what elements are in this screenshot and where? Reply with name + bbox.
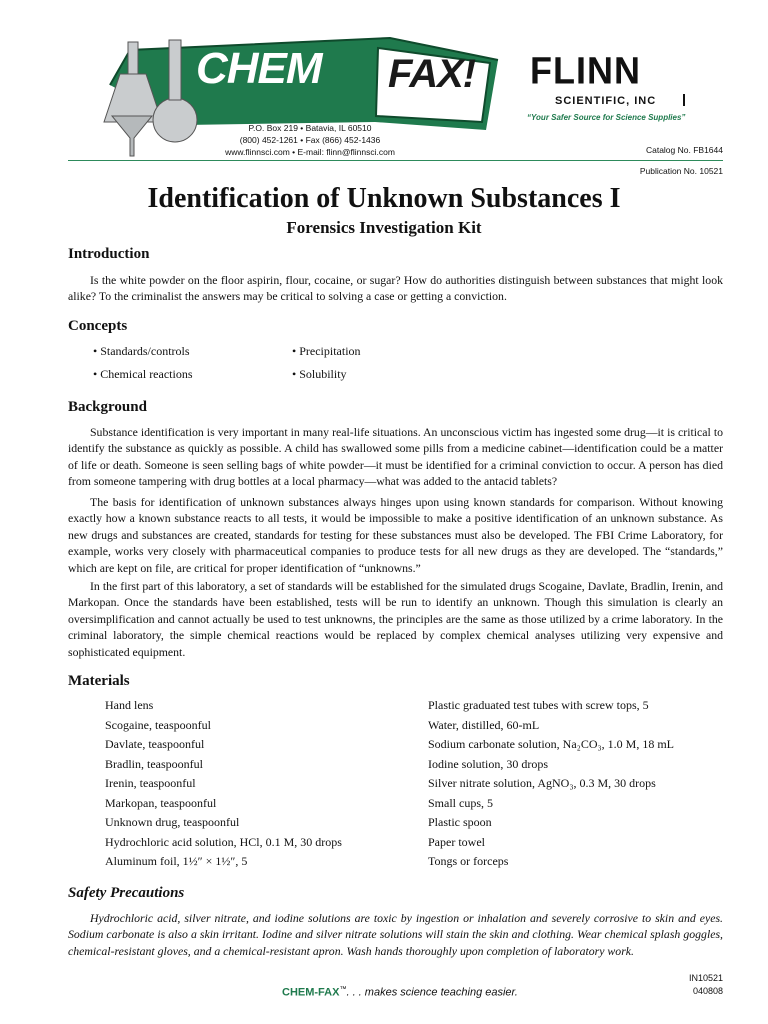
flinn-logo: FLINN [530, 48, 641, 92]
materials-heading: Materials [68, 673, 130, 689]
material-item: Silver nitrate solution, AgNO₃, 0.3 M, 30 drops [428, 776, 656, 790]
material-item: Bradlin, teaspoonful [105, 756, 203, 771]
material-item: Scogaine, teaspoonful [105, 717, 211, 732]
banner-chem-text: CHEM [196, 44, 322, 93]
material-item: Davlate, teaspoonful [105, 737, 205, 751]
page-subtitle: Forensics Investigation Kit [286, 218, 482, 237]
material-item: Paper towel [428, 834, 485, 849]
material-item: Sodium carbonate solution, Na₂CO₃, 1.0 M, 18 mL [428, 737, 675, 751]
flinn-logo-sub: SCIENTIFIC, INC [555, 95, 657, 107]
footer-brand: CHEM-FAX [282, 986, 340, 999]
material-item: Plastic spoon [428, 815, 492, 829]
contact-phone: (800) 452-1261 • Fax (866) 452-1436 [239, 135, 381, 145]
flinn-tagline: “Your Safer Source for Science Supplies” [527, 113, 686, 122]
material-item: Plastic graduated test tubes with screw tops, 5 [428, 698, 649, 712]
material-item: Hand lens [105, 698, 154, 712]
publication-number: Publication No. 10521 [639, 166, 723, 176]
material-item: Hydrochloric acid solution, HCl, 0.1 M, 30 drops [105, 834, 342, 849]
contact-address: P.O. Box 219 • Batavia, IL 60510 [248, 123, 372, 133]
logo-bracket [683, 94, 685, 106]
concepts-heading: Concepts [68, 318, 128, 334]
background-heading: Background [68, 399, 147, 415]
contact-web: www.flinnsci.com • E-mail: flinn@flinnsci.com [225, 147, 395, 157]
material-item: Water, distilled, 60-mL [428, 717, 540, 732]
material-item: Irenin, teaspoonful [105, 776, 196, 790]
footer-slogan [282, 986, 518, 999]
page-title: Identification of Unknown Substances I [147, 183, 621, 214]
concept-item: • Solubility [292, 367, 347, 381]
safety-text: Hydrochloric acid, silver nitrate, and iodine solutions are toxic by ingestion or inhalation and severely corrosive to skin and eyes. Sodium carbonate is also a skin irritant. Iodine and silver nitrate solutions will stain the skin and clothing. Wear chemical splash goggles, chemical-resistant gloves, and a chemical-resistant apron. Wash hands thoroughly upon completion of laboratory work. [68, 911, 723, 958]
footer-tagline: . . . makes science teaching easier. [346, 986, 518, 999]
catalog-number: Catalog No. FB1644 [645, 145, 723, 155]
concept-item: • Chemical reactions [93, 367, 193, 381]
material-item: Aluminum foil, 1½″ × 1½″, 5 [105, 854, 248, 868]
material-item: Small cups, 5 [428, 795, 493, 810]
concept-item: • Precipitation [292, 344, 361, 358]
background-paragraph-2: The basis for identification of unknown substances always hinges upon using known standards for comparison. Without knowing exactly how a known substance reacts to all tests, it would be impossible to make a positive identification of an unknown substance. As new drugs and substances are created, standards for testing for these substances must also be developed. The FBI Crime Laboratory, for example, works very closely with pharmaceutical companies to produce tests for all new drugs as they are developed. The “standards,” which are kept on file, are critical for proper identification of “unknowns.” [68, 495, 723, 575]
footer-code-1: IN10521 [688, 973, 723, 983]
material-item: Iodine solution, 30 drops [428, 756, 548, 771]
safety-heading: Safety Precautions [68, 885, 185, 901]
header-rule [68, 160, 723, 161]
material-item: Unknown drug, teaspoonful [105, 815, 240, 829]
footer-tm: ™ [339, 986, 347, 993]
introduction-text: Is the white powder on the floor aspirin, flour, cocaine, or sugar? How do authorities distinguish between substances that might look alike? To the criminalist the answers may be critical to solving a case or getting a conviction. [68, 273, 723, 304]
material-item: Tongs or forceps [428, 854, 509, 868]
footer-code-2: 040808 [692, 986, 723, 996]
background-paragraph-1: Substance identification is very important in many real-life situations. An unconscious victim has ingested some drug—it is critical to identify the substance as quickly as possible. A child has swallowed some pills from a medicine cabinet—identification could be a matter of life or death. Someone is seen selling bags of white powder—it must be identified for a criminal conviction to occur. A person has died from someone tampering with drug bottles at a local pharmacy—what was added to the antacid tablets? [68, 425, 723, 489]
concept-item: • Standards/controls [93, 344, 190, 358]
material-item: Markopan, teaspoonful [105, 795, 217, 810]
document-header [0, 0, 768, 160]
introduction-heading: Introduction [68, 246, 150, 262]
background-paragraph-3: In the first part of this laboratory, a set of standards will be established for the simulated drugs Scogaine, Davlate, Bradlin, Irenin, and Markopan. Once the standards have been established, tests will be run to identify an unknown. Though this simulation is clearly an oversimplification and cannot actually be used to test unknowns, the principles are the same as those utilized by a crime laboratory. In the criminal laboratory, the simple chemical reactions would be replaced by complex chemical analyses utilizing very expensive and sophisticated equipment. [68, 579, 723, 659]
banner-fax-text: FAX! [388, 52, 476, 96]
